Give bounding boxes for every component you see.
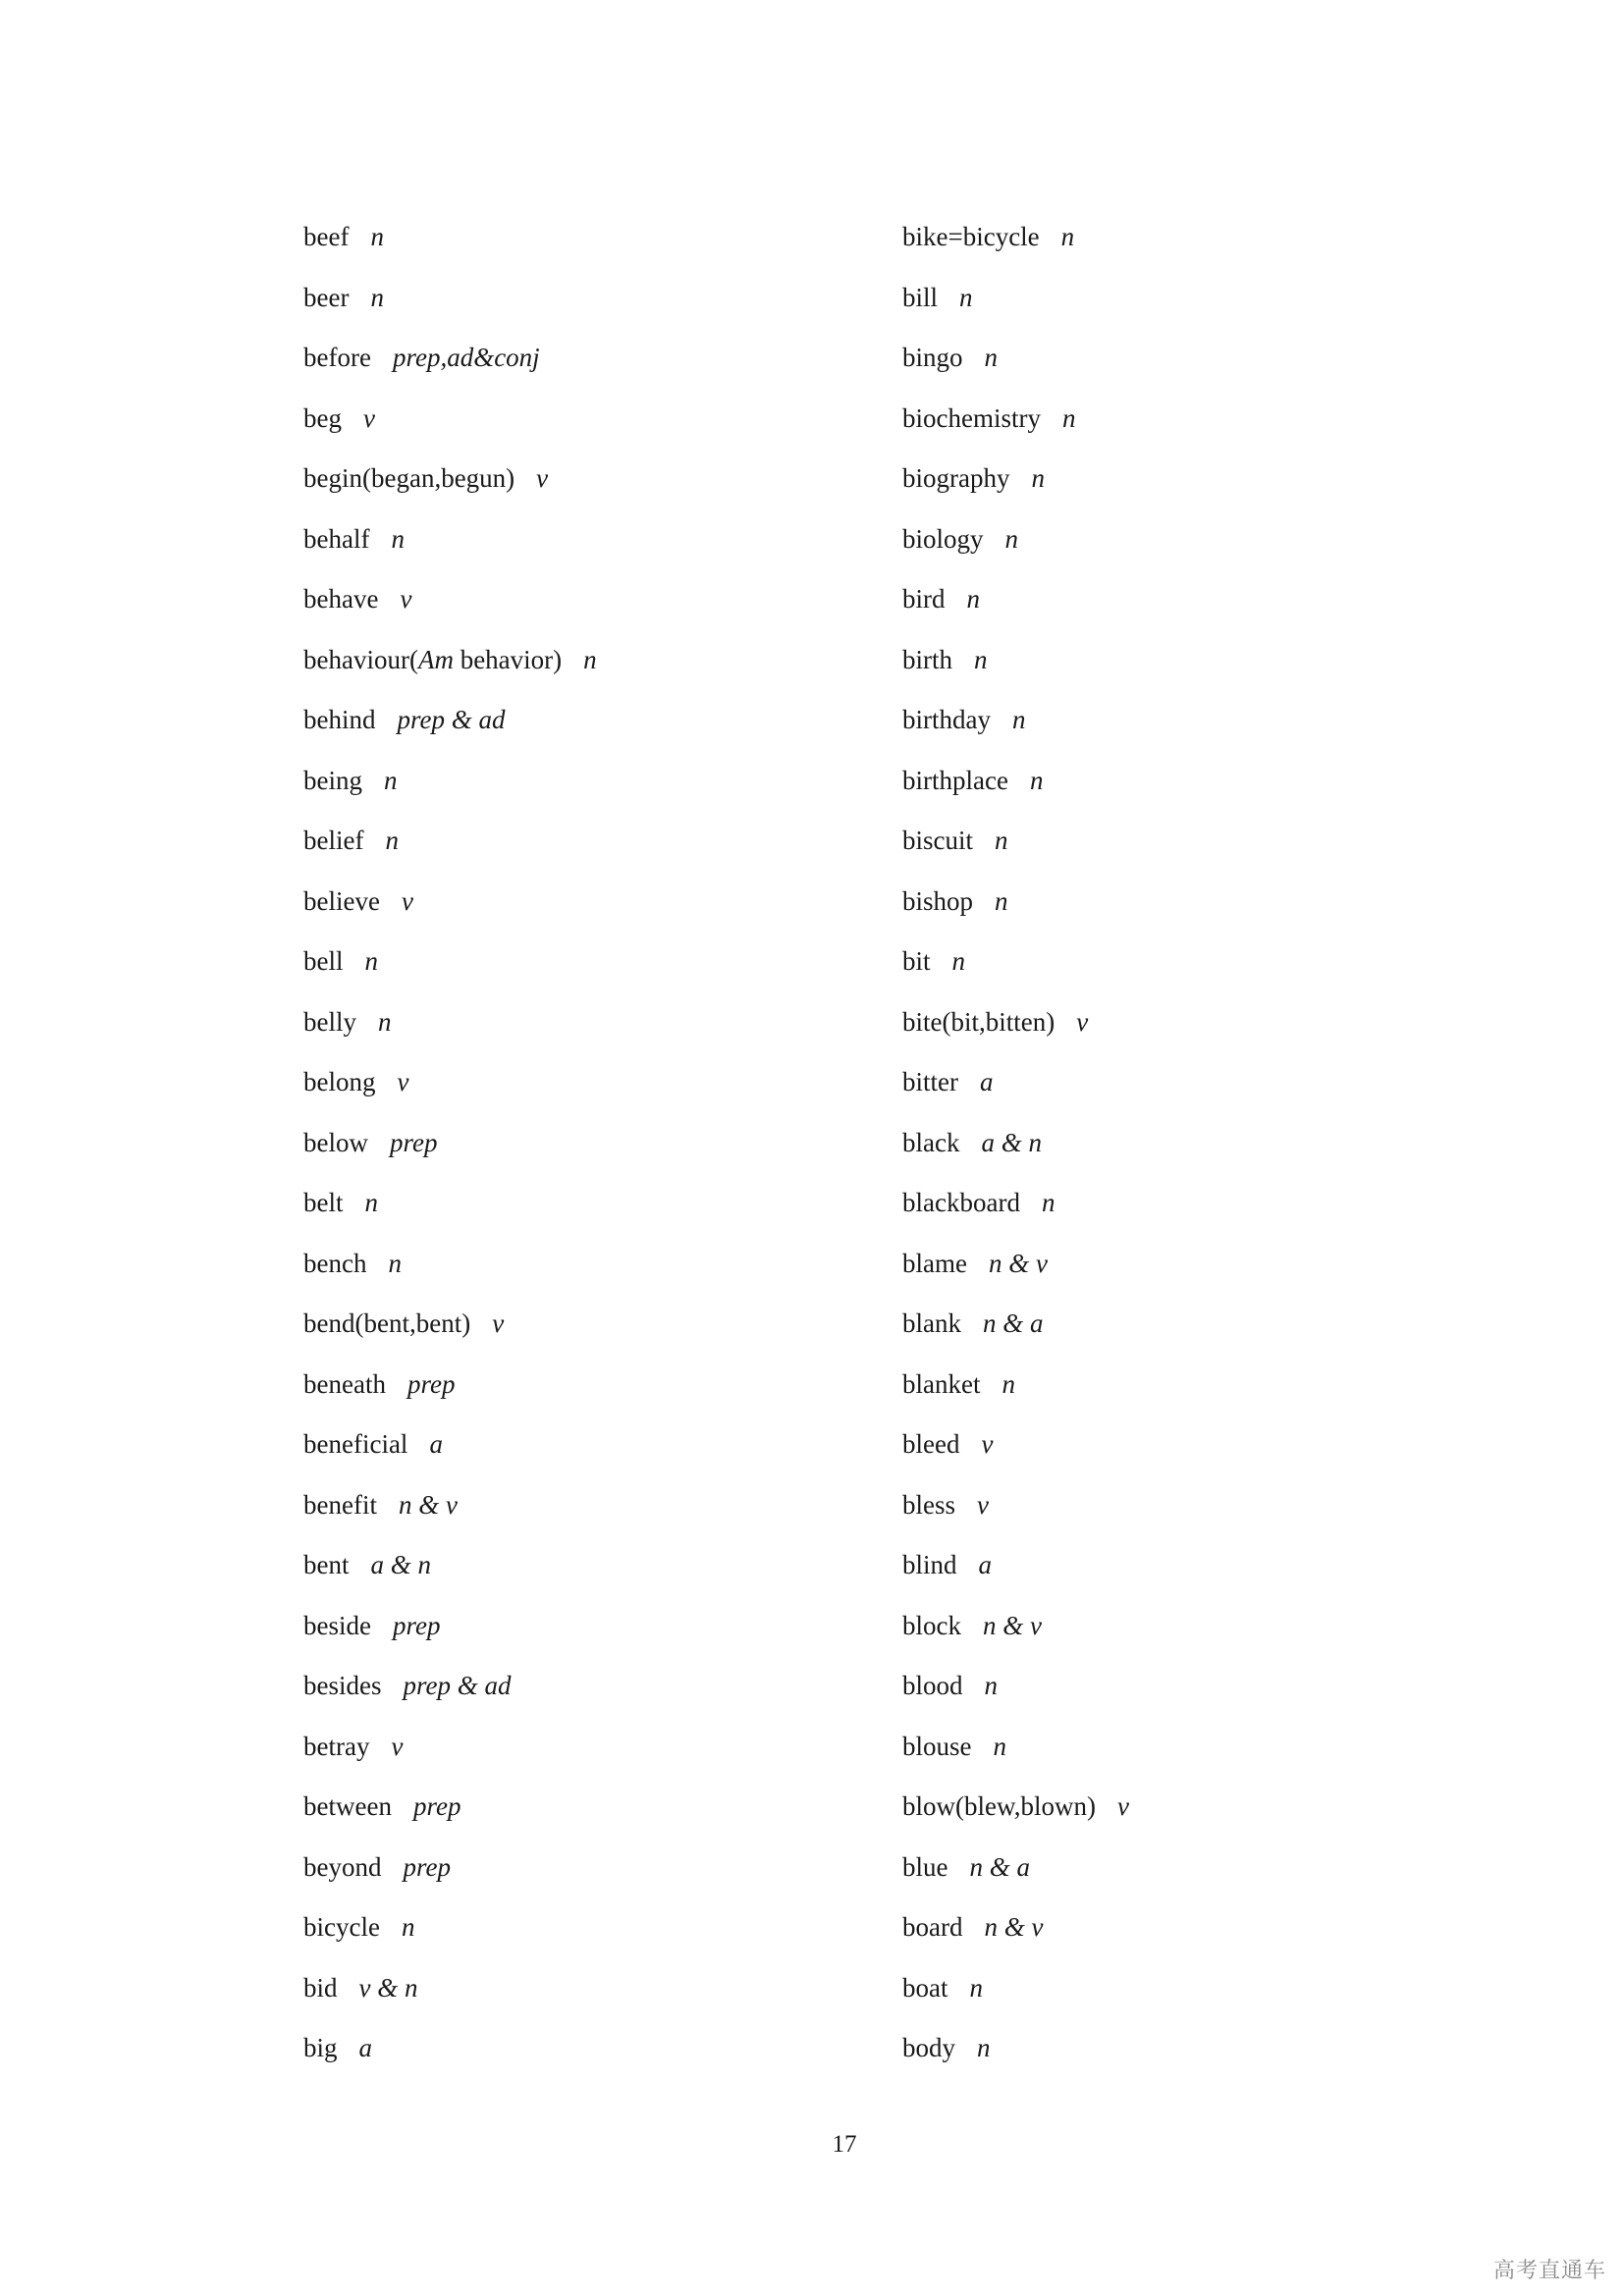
vocab-entry — [902, 1236, 1129, 1297]
vocab-entry — [902, 391, 1129, 452]
vocab-word: block — [902, 1610, 961, 1640]
vocab-entry — [303, 1537, 597, 1598]
vocab-word: blue — [902, 1851, 948, 1882]
part-of-speech: n — [959, 282, 973, 312]
vocab-word: bill — [902, 282, 939, 312]
vocab-word: bishop — [902, 885, 974, 916]
part-of-speech: n — [388, 1248, 402, 1278]
vocab-word: belly — [303, 1006, 356, 1037]
part-of-speech: n — [984, 343, 999, 372]
vocab-word: belief — [303, 826, 364, 855]
vocab-entry — [303, 1477, 597, 1538]
vocab-word: blank — [902, 1308, 961, 1338]
vocab-entry — [902, 511, 1129, 572]
part-of-speech: n — [391, 523, 405, 554]
page-number: 17 — [832, 2131, 857, 2158]
vocab-entry — [902, 1175, 1129, 1236]
vocab-word: behaviour(Am behavior) — [303, 644, 563, 674]
vocab-entry — [303, 1296, 597, 1357]
part-of-speech: prep & ad — [403, 1671, 512, 1700]
vocab-entry — [902, 753, 1129, 814]
part-of-speech: a & n — [981, 1127, 1042, 1157]
vocab-word: bicycle — [303, 1912, 380, 1942]
vocab-entry — [902, 451, 1129, 511]
part-of-speech: v — [1076, 1006, 1089, 1037]
vocab-entry — [902, 1598, 1129, 1659]
part-of-speech: n — [583, 644, 597, 674]
vocab-word: beyond — [303, 1851, 382, 1882]
vocab-word: bent — [303, 1550, 350, 1579]
part-of-speech: a & n — [370, 1550, 432, 1579]
vocab-entry — [902, 1416, 1129, 1477]
vocab-entry — [303, 874, 597, 934]
part-of-speech: n — [969, 1972, 983, 2002]
vocab-word: bend(bent,bent) — [303, 1308, 471, 1338]
part-of-speech: v — [391, 1731, 404, 1761]
vocab-entry — [303, 1175, 597, 1236]
part-of-speech: prep,ad&conj — [392, 343, 540, 372]
vocab-entry — [303, 1416, 597, 1477]
vocab-word: below — [303, 1127, 368, 1157]
vocab-word: blame — [902, 1248, 967, 1278]
vocab-entry — [303, 1840, 597, 1900]
part-of-speech: n & v — [983, 1610, 1042, 1640]
vocab-entry — [303, 934, 597, 994]
vocab-entry — [902, 1719, 1129, 1780]
vocab-entry — [303, 270, 597, 331]
vocab-word: bird — [902, 584, 946, 614]
part-of-speech: prep & ad — [397, 705, 506, 734]
part-of-speech: a — [979, 1067, 994, 1096]
vocab-word: bike=bicycle — [902, 222, 1040, 251]
part-of-speech: n — [1031, 463, 1045, 493]
vocab-word: behave — [303, 584, 379, 614]
vocab-entry — [303, 571, 597, 632]
part-of-speech: v — [397, 1067, 409, 1096]
vocab-entry — [902, 1658, 1129, 1719]
part-of-speech: n — [1029, 765, 1044, 795]
vocab-entry — [902, 994, 1129, 1055]
vocab-entry — [303, 1357, 597, 1417]
vocab-word: biochemistry — [902, 402, 1041, 433]
vocab-word: blow(blew,blown) — [902, 1791, 1096, 1821]
part-of-speech: n — [974, 644, 988, 674]
vocab-word: beneficial — [303, 1429, 408, 1459]
part-of-speech: v — [400, 584, 412, 614]
vocab-entry — [303, 1719, 597, 1780]
vocab-entry — [303, 209, 597, 270]
vocab-entry — [303, 1960, 597, 2021]
vocab-word: biscuit — [902, 826, 973, 855]
part-of-speech: n — [1041, 1188, 1056, 1217]
watermark-text: 高考直通车 — [1492, 2259, 1606, 2283]
vocab-word: bingo — [902, 343, 963, 372]
part-of-speech: v — [401, 885, 413, 916]
vocab-word: besides — [303, 1671, 382, 1700]
part-of-speech: prep — [392, 1610, 441, 1640]
vocab-entry — [303, 1899, 597, 1960]
part-of-speech: v — [981, 1429, 994, 1459]
part-of-speech: n & v — [984, 1912, 1044, 1942]
part-of-speech: n — [370, 222, 384, 251]
vocab-entry — [303, 391, 597, 452]
vocab-entry — [902, 632, 1129, 693]
vocab-word: bite(bit,bitten) — [902, 1006, 1056, 1037]
part-of-speech: n & v — [988, 1248, 1048, 1278]
vocab-word: body — [902, 2033, 955, 2062]
vocab-entry — [303, 451, 597, 511]
vocab-entry — [303, 813, 597, 874]
vocab-word: between — [303, 1791, 392, 1821]
part-of-speech: v — [492, 1308, 505, 1338]
right-word-column — [902, 209, 1129, 2081]
part-of-speech: n — [1061, 402, 1076, 433]
part-of-speech: v — [536, 463, 549, 493]
vocab-word: being — [303, 765, 362, 795]
vocab-word: bitter — [902, 1067, 958, 1096]
vocab-word: beneath — [303, 1368, 386, 1399]
vocab-word: beer — [303, 282, 350, 312]
vocab-entry — [902, 1537, 1129, 1598]
vocab-word: blanket — [902, 1368, 981, 1399]
part-of-speech: v — [1116, 1791, 1129, 1821]
vocab-entry — [902, 571, 1129, 632]
vocab-word: blackboard — [902, 1188, 1020, 1217]
vocab-word: blood — [902, 1671, 963, 1700]
vocab-entry — [303, 1054, 597, 1115]
vocab-entry — [902, 1960, 1129, 2021]
vocab-entry — [303, 1779, 597, 1840]
vocab-word: behind — [303, 705, 376, 734]
vocab-word: before — [303, 343, 371, 372]
vocab-entry — [902, 813, 1129, 874]
part-of-speech: v & n — [358, 1972, 418, 2002]
vocab-entry — [303, 2020, 597, 2081]
part-of-speech: n — [1011, 705, 1026, 734]
vocab-word: birth — [902, 644, 952, 674]
vocab-entry — [902, 874, 1129, 934]
vocab-word: black — [902, 1127, 960, 1157]
part-of-speech: n — [385, 826, 399, 855]
vocab-entry — [303, 1598, 597, 1659]
vocab-word: beef — [303, 222, 350, 251]
vocab-word: belt — [303, 1188, 344, 1217]
vocab-word: boat — [902, 1972, 948, 2002]
part-of-speech: prep — [412, 1791, 461, 1821]
vocab-word: bell — [303, 946, 344, 976]
vocab-entry — [303, 330, 597, 391]
part-of-speech: n — [1001, 1368, 1015, 1399]
part-of-speech: prep — [403, 1851, 451, 1882]
vocab-word: bench — [303, 1248, 367, 1278]
vocab-entry — [303, 692, 597, 753]
vocab-word: blind — [902, 1550, 957, 1579]
vocab-entry — [902, 1296, 1129, 1357]
vocab-entry — [303, 1115, 597, 1176]
part-of-speech: n — [993, 1731, 1006, 1761]
vocab-word: bid — [303, 1972, 338, 2002]
part-of-speech: n — [378, 1006, 392, 1037]
vocab-entry — [902, 1054, 1129, 1115]
vocab-word: blouse — [902, 1731, 972, 1761]
vocab-entry — [303, 511, 597, 572]
vocab-entry — [902, 1357, 1129, 1417]
part-of-speech: v — [362, 402, 375, 433]
vocab-entry — [902, 1779, 1129, 1840]
vocab-word: betray — [303, 1731, 370, 1761]
vocab-word: big — [303, 2033, 338, 2062]
part-of-speech: n — [364, 1188, 378, 1217]
part-of-speech: n — [1060, 222, 1075, 251]
vocab-word: believe — [303, 885, 380, 916]
vocab-entry — [902, 934, 1129, 994]
part-of-speech: prep — [406, 1368, 456, 1399]
vocab-entry — [303, 994, 597, 1055]
vocab-entry — [902, 209, 1129, 270]
part-of-speech: n — [966, 584, 980, 614]
part-of-speech: n & v — [398, 1489, 458, 1520]
vocab-entry — [902, 330, 1129, 391]
vocab-entry — [902, 1115, 1129, 1176]
part-of-speech: prep — [389, 1127, 438, 1157]
vocab-word: bless — [902, 1489, 955, 1520]
part-of-speech: v — [977, 1489, 989, 1520]
part-of-speech: n — [984, 1671, 999, 1700]
part-of-speech: n — [364, 946, 378, 976]
vocab-word: board — [902, 1912, 963, 1942]
vocab-word: beside — [303, 1610, 371, 1640]
vocab-word: benefit — [303, 1489, 377, 1520]
part-of-speech: n — [401, 1912, 415, 1942]
vocab-word: begin(began,begun) — [303, 463, 515, 493]
vocab-entry — [902, 2020, 1129, 2081]
vocab-entry — [902, 1899, 1129, 1960]
vocab-word: behalf — [303, 523, 370, 554]
part-of-speech: a — [978, 1550, 993, 1579]
left-word-column — [303, 209, 597, 2081]
part-of-speech: n — [977, 2033, 991, 2062]
vocab-entry — [902, 1840, 1129, 1900]
vocab-entry — [303, 1658, 597, 1719]
part-of-speech: n & a — [969, 1851, 1031, 1882]
vocab-entry — [902, 692, 1129, 753]
vocab-entry — [303, 1236, 597, 1297]
vocab-entry — [303, 632, 597, 693]
vocab-entry — [902, 270, 1129, 331]
vocab-entry — [902, 1477, 1129, 1538]
part-of-speech: n — [370, 282, 384, 312]
vocab-word: biography — [902, 463, 1010, 493]
vocab-word: biology — [902, 523, 984, 554]
part-of-speech: n — [995, 885, 1008, 916]
part-of-speech: n & a — [983, 1308, 1044, 1338]
vocab-word: birthplace — [902, 765, 1008, 795]
part-of-speech: n — [951, 946, 966, 976]
part-of-speech: a — [358, 2033, 373, 2062]
vocab-word: bleed — [902, 1429, 960, 1459]
vocab-entry — [303, 753, 597, 814]
vocab-word: bit — [902, 946, 931, 976]
vocab-word: beg — [303, 402, 342, 433]
vocab-word: belong — [303, 1067, 376, 1096]
part-of-speech: n — [384, 765, 398, 795]
vocab-word: birthday — [902, 705, 991, 734]
part-of-speech: a — [429, 1429, 443, 1459]
part-of-speech: n — [1004, 523, 1019, 554]
part-of-speech: n — [995, 826, 1008, 855]
